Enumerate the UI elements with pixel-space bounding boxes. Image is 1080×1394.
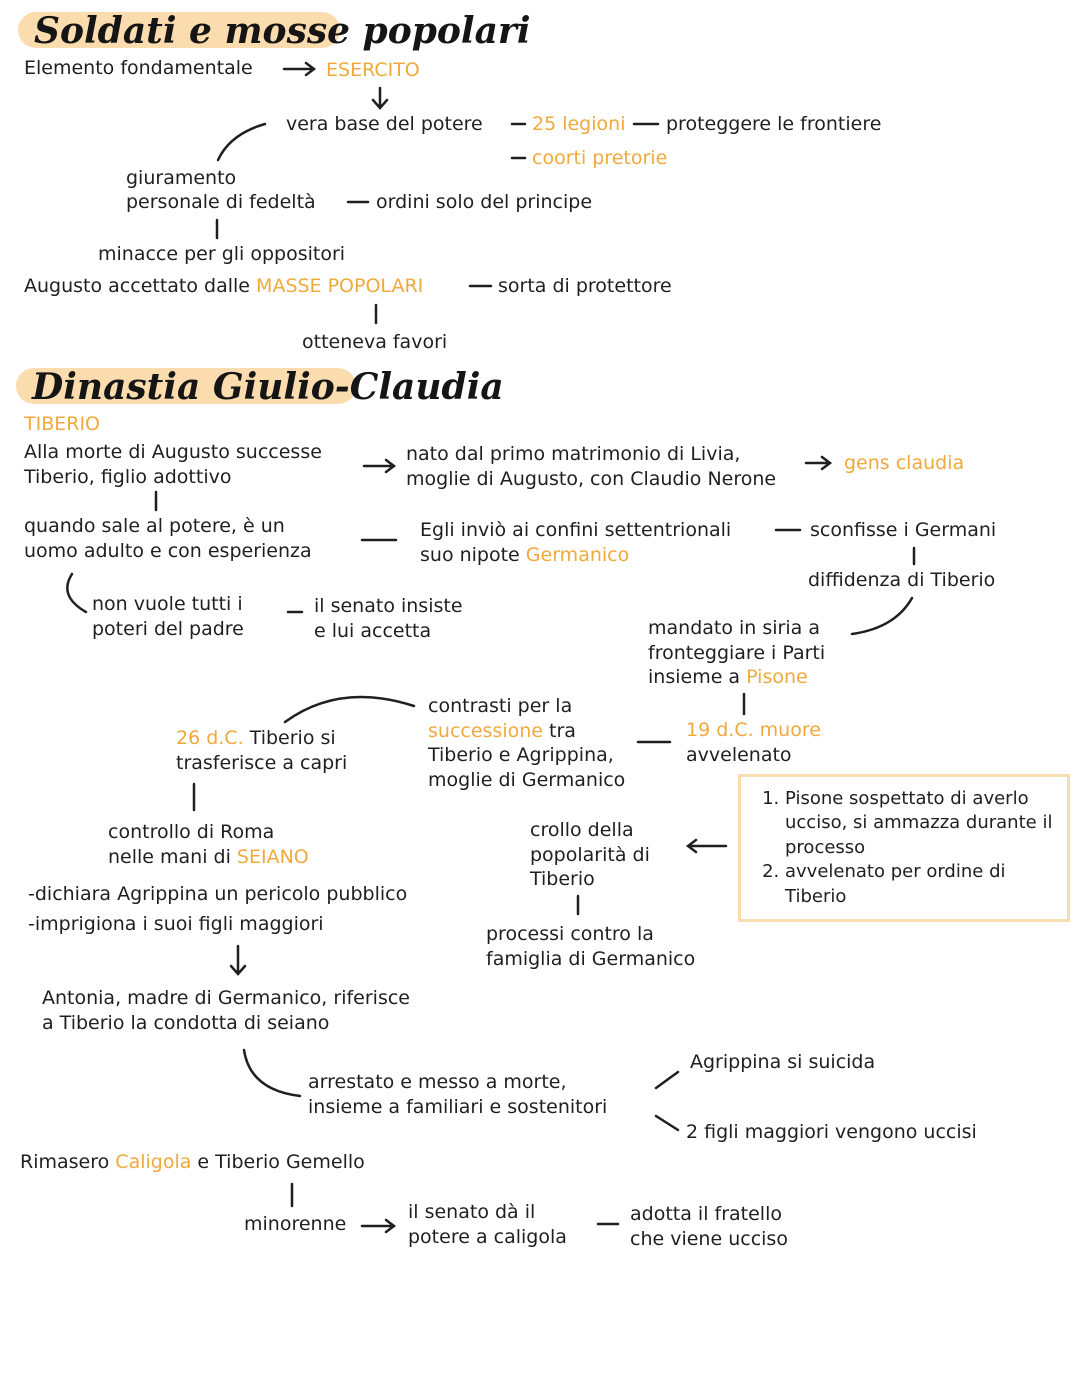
- sconfisse-label: sconfisse i Germani: [810, 519, 997, 541]
- figli-uccisi-label: 2 figli maggiori vengono uccisi: [686, 1121, 977, 1143]
- agrippina-suicida-label: Agrippina si suicida: [690, 1051, 876, 1073]
- dichiara-label: -dichiara Agrippina un pericolo pubblico: [28, 883, 408, 905]
- branch-line: [656, 1116, 678, 1130]
- coorti-label: coorti pretorie: [532, 147, 668, 169]
- box-item: 2. avvelenato per ordine di Tiberio: [785, 860, 1059, 909]
- curve-connector: [852, 598, 912, 634]
- section-title-dinastia: Dinastia Giulio-Claudia: [32, 366, 504, 408]
- tiberio-heading: TIBERIO: [24, 413, 101, 435]
- antonia-text: Antonia, madre di Germanico, riferisce a Tiberio la condotta di seiano: [42, 987, 410, 1034]
- section-title-soldati: Soldati e mosse popolari: [34, 10, 531, 52]
- giuramento-label: giuramento: [126, 167, 237, 189]
- sale-potere-text: quando sale al potere, è un uomo adulto e con esperienza: [24, 515, 312, 562]
- imprigiona-label: -imprigiona i suoi figli maggiori: [28, 913, 324, 935]
- diffidenza-label: diffidenza di Tiberio: [808, 569, 996, 591]
- arrow-right: [362, 1220, 394, 1232]
- augusto-accettato-label: [24, 274, 423, 299]
- arrestato-text: arrestato e messo a morte, insieme a familiari e sostenitori: [308, 1071, 608, 1118]
- box-item: 1. Pisone sospettato di averlo ucciso, si ammazza durante il processo: [785, 787, 1059, 860]
- legioni-label: 25 legioni: [532, 113, 626, 135]
- processi-text: processi contro la famiglia di Germanico: [486, 923, 696, 970]
- gens-claudia-label: gens claudia: [844, 452, 965, 474]
- siria-text: mandato in siria a fronteggiare i Parti insieme a Pisone: [648, 617, 826, 689]
- augusto-accettato-text: Augusto accettato dalle: [24, 275, 250, 297]
- frontiere-label: proteggere le frontiere: [666, 113, 882, 135]
- branch-line: [656, 1072, 678, 1088]
- senato-da-text: il senato dà il potere a caligola: [408, 1201, 567, 1248]
- capri-text: 26 d.C. Tiberio si trasferisce a capri: [176, 727, 348, 774]
- arrow-right: [364, 460, 394, 472]
- morte-augusto-text: Alla morte di Augusto successe Tiberio, figlio adottivo: [24, 441, 322, 488]
- pisone-box: [738, 774, 1070, 922]
- curve-connector: [218, 124, 265, 160]
- poteri-text: non vuole tutti i poteri del padre: [92, 593, 244, 640]
- arrow-down: [231, 946, 245, 974]
- arrow-right: [806, 457, 830, 469]
- minorenne-label: minorenne: [244, 1213, 347, 1235]
- invio-text: Egli inviò ai confini settentrionali suo nipote Germanico: [420, 519, 732, 566]
- ordini-label: ordini solo del principe: [376, 191, 593, 213]
- arrow-down: [373, 88, 387, 108]
- vera-base-label: vera base del potere: [286, 113, 483, 135]
- contrasti-text: contrasti per la successione tra Tiberio e Agrippina, moglie di Germanico: [428, 695, 626, 792]
- muore-text: 19 d.C. muore avvelenato: [686, 719, 821, 766]
- protettore-label: sorta di protettore: [498, 275, 672, 297]
- crollo-text: crollo della popolarità di Tiberio: [530, 819, 650, 891]
- nato-text: nato dal primo matrimonio di Livia, moglie di Augusto, con Claudio Nerone: [406, 443, 777, 490]
- curve-connector: [67, 574, 86, 612]
- minacce-label: minacce per gli oppositori: [98, 243, 346, 265]
- personale-label: personale di fedeltà: [126, 191, 316, 213]
- arrow-left: [688, 840, 726, 852]
- curve-connector: [285, 697, 414, 722]
- controllo-text: controllo di Roma nelle mani di SEIANO: [108, 821, 309, 868]
- elemento-label: Elemento fondamentale: [24, 57, 253, 79]
- senato-insiste-text: il senato insiste e lui accetta: [314, 595, 463, 642]
- arrow-right: [284, 63, 314, 75]
- curve-connector: [244, 1050, 300, 1096]
- masse-popolari-text: MASSE POPOLARI: [256, 275, 424, 297]
- favori-label: otteneva favori: [302, 331, 448, 353]
- rimasero-text: Rimasero Caligola e Tiberio Gemello: [20, 1151, 365, 1173]
- adotta-text: adotta il fratello che viene ucciso: [630, 1203, 788, 1250]
- esercito-label: ESERCITO: [326, 59, 420, 81]
